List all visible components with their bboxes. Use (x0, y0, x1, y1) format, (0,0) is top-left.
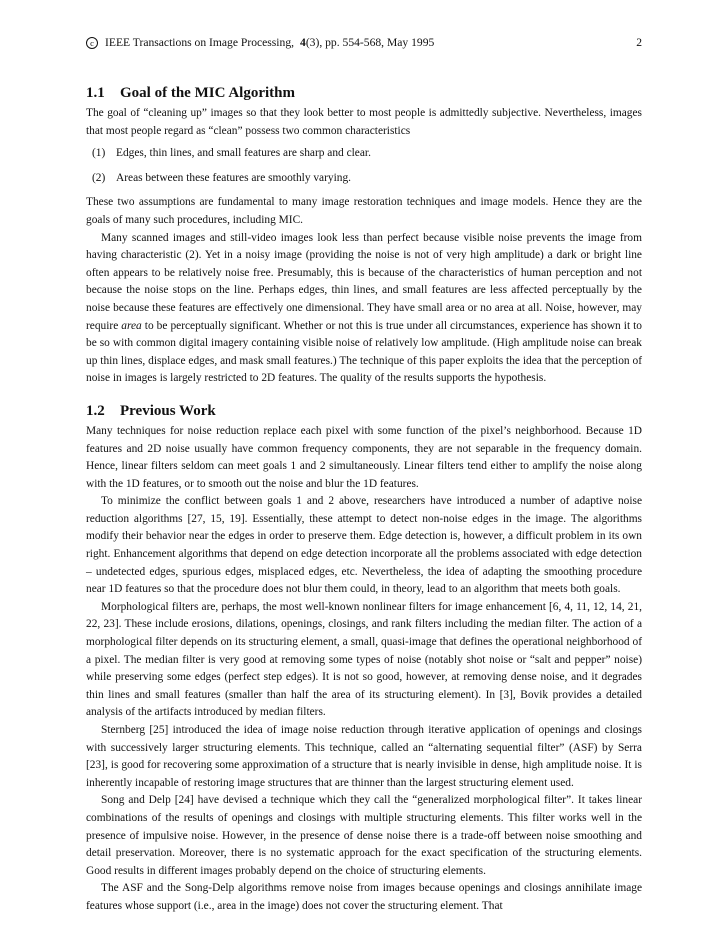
list-item (86, 145, 642, 163)
section-heading-previous-work (86, 402, 642, 420)
paragraph (86, 230, 642, 388)
paragraph: Many techniques for noise reduction replace each pixel with some function of the pixel’s neighborhood. Because 1D features and 2D noise usually have common frequency components, they are not separable in the frequency domain. Hence, linear filters seldom can meet goals 1 and 2 simultaneously. Linear filters tend either to amplify the noise along with the 1D features, or to smooth out the noise and blur the 1D features. (86, 424, 642, 490)
paragraph: To minimize the conflict between goals 1 and 2 above, researchers have introduced a number of adaptive noise reduction algorithms [27, 15, 19]. Essentially, these attempt to detect non-noise edges in the image. The algorithms modify their behavior near the edges in order to preserve them. Edge detection is, however, a difficult problem in its own right. Enhancement algorithms that depend on edge detection incorporate all the problems associated with edge detection – undetected edges, spurious edges, misplaced edges, etc. Nevertheless, the idea of adapting the smoothing procedure near 1D features so that the procedure does not blur them could, in theory, lead to an algorithm that meets both goals. (86, 495, 642, 596)
list-item (86, 170, 642, 188)
emphasis-text: area (121, 319, 142, 332)
running-header (86, 34, 642, 52)
section-number: 1.2 (86, 402, 105, 419)
journal-volume: 4 (300, 36, 306, 49)
paragraph: Morphological filters are, perhaps, the most well-known nonlinear filters for image enhancement [6, 4, 11, 12, 14, 21, 22, 23]. These include erosions, dilations, openings, closings, and rank filters including the median filter. The action of a morphological filter depends on its structuring element, a small, quasi-image that defines the operational neighborhood of a pixel. The median filter is very good at removing some types of noise (notably shot noise or “salt and pepper” noise) while preserving some edges (perfect step edges). It is not so good, however, at removing dense noise, and it degrades thin lines and small features (smaller than half the area of its structuring element). In [3], Bovik provides a detailed analysis of the artifacts introduced by median filters. (86, 600, 642, 719)
list-item-text: Areas between these features are smoothly varying. (116, 171, 351, 184)
paragraph: Song and Delp [24] have devised a technique which they call the “generalized morphological filter”. It takes linear combinations of the results of openings and closings with multiple structuring elements. This filter works well in the presence of impulsive noise. However, in the presence of dense noise there is a trade-off between noise smoothing and detail preservation. Moreover, there is no systematic approach for the exact specification of the structuring elements. Good results in different images probably depend on the choice of structuring elements. (86, 794, 642, 877)
copyright-symbol: c (86, 37, 98, 49)
list-item-text: Edges, thin lines, and small features are sharp and clear. (116, 147, 371, 160)
issue-pages: (3), pp. 554-568, May 1995 (305, 36, 435, 49)
paper-page (86, 34, 642, 916)
characteristics-list (86, 145, 642, 187)
list-marker: (2) (92, 171, 106, 184)
list-marker: (1) (92, 147, 106, 160)
paragraph: Sternberg [25] introduced the idea of image noise reduction through iterative application of openings and closings with successively larger structuring elements. This technique, called an “alternating sequential filter” (ASF) by Serra [23], is good for recovering some approximation of a structure that is nearly invisible in dense, high amplitude noise. It is inherently incapable of restoring image structures that are thinner than the largest structuring element used. (86, 724, 642, 789)
paragraph-text: to be perceptually significant. Whether or not this is true under all circumstances, experience has shown it to be so with common digital imagery containing visible noise of relatively low amplitude. (High amplitude noise can break up thin lines, displace edges, and mask small features.) The technique of this paper exploits the idea that the perception of noise in images is largely restricted to 2D features. The quality of the results supports the hypothesis. (86, 319, 642, 385)
paragraph-text: Many scanned images and still-video images look less than perfect because visible noise prevents the image from having characteristic (2). Yet in a noisy image (providing the noise is not of very high amplitude) a dark or bright line often appears to be relatively noise free. Presumably, this is because of the characteristics of human perception and not because the noise stops on the line. Perhaps edges, thin lines, and small features are less affected perceptually by the noise because these features are effectively one dimensional. They have small area or no area at all. Noise, however, may require (86, 231, 642, 332)
paragraph: The ASF and the Song-Delp algorithms remove noise from images because openings and closings annihilate image features whose support (i.e., area in the image) does not cover the structuring element. That (86, 882, 642, 912)
citation-line (86, 36, 434, 50)
page-number: 2 (636, 36, 642, 49)
section-heading-goal (86, 84, 642, 102)
journal-name: IEEE Transactions on Image Processing, (105, 36, 295, 49)
section-title: Previous Work (120, 402, 216, 419)
section-number: 1.1 (86, 85, 105, 101)
section-title: Goal of the MIC Algorithm (120, 85, 295, 101)
paragraph: The goal of “cleaning up” images so that they look better to most people is admittedly subjective. Nevertheless, images that most people regard as “clean” possess two common characteristics (86, 107, 642, 137)
paragraph: These two assumptions are fundamental to many image restoration techniques and image models. Hence they are the goals of many such procedures, including MIC. (86, 196, 642, 226)
